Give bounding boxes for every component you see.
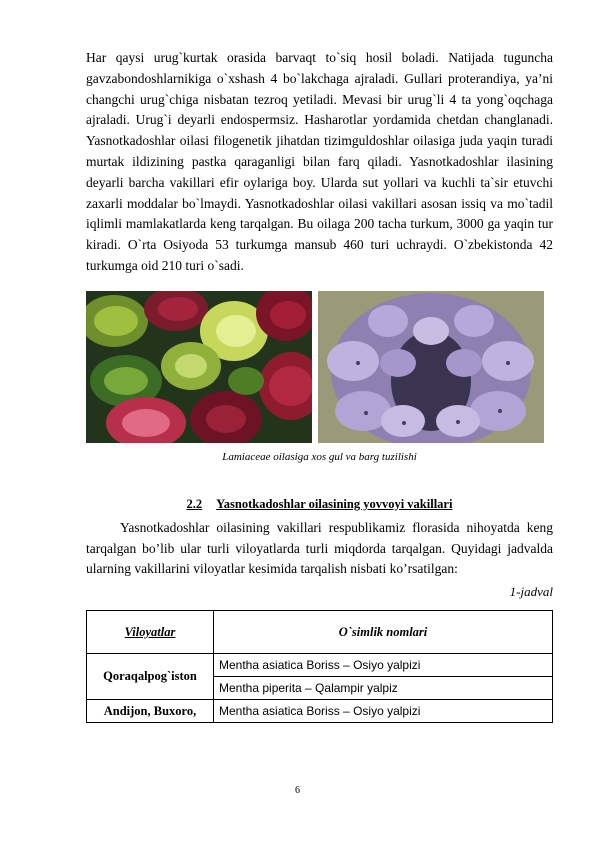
- page-number: 6: [295, 785, 300, 796]
- plant-cell: Mentha asiatica Boriss – Osiyo yalpizi: [214, 654, 553, 677]
- regions-table: [86, 610, 553, 723]
- lavender-flower-image: [318, 291, 544, 443]
- lamiaceae-flower-photo: [318, 291, 544, 443]
- section-heading: [86, 497, 553, 512]
- region-cell: Qoraqalpog`iston: [87, 654, 214, 700]
- region-cell: Andijon, Buxoro,: [87, 700, 214, 723]
- figure: [86, 291, 553, 443]
- table-header-row: [87, 611, 553, 654]
- table-row: [87, 654, 553, 677]
- document-page: [86, 48, 553, 723]
- header-regions: Viloyatlar: [87, 611, 214, 654]
- header-plant-names: O`simlik nomlari: [214, 611, 553, 654]
- coleus-leaves-photo: [86, 291, 312, 443]
- plant-cell: Mentha piperita – Qalampir yalpiz: [214, 677, 553, 700]
- figure-caption: Lamiaceae oilasiga xos gul va barg tuzilishi: [222, 450, 417, 463]
- plant-cell: Mentha asiatica Boriss – Osiyo yalpizi: [214, 700, 553, 723]
- section-title: Yasnotkadoshlar oilasining yovvoyi vakillari: [216, 496, 453, 511]
- table-reference: 1-jadval: [509, 584, 553, 600]
- table-row: [87, 700, 553, 723]
- intro-paragraph: Har qaysi urug`kurtak orasida barvaqt to`siq hosil boladi. Natijada tuguncha gavzabondoshlarnikiga o`xshash 4 bo`lakchaga ajraladi. Gullari proterandiya, ya’ni changchi urug`chiga nisbatan tezroq yetiladi. Mevasi bir urug`li 4 ta yong`oqchaga ajraladi. Urug`i deyarli endospermsiz. Hasharotlar yordamida chetdan changlanadi. Yasnotkadoshlar oilasi filogenetik jihatdan tizimguldoshlar oilasiga juda yaqin turadi murtak ildizining pastka qaraganligi bilan farq qiladi. Yasnotkadoshlar ilasining deyarli barcha vakillari efir oylariga boy. Ularda sut yollari va kuchli ta`sir etuvchi zaxarli moddalar bo`lmaydi. Yasnotkadoshlar oilasi vakillari asosan issiq va mo`tadil iqlimli mamlakatlarda keng tarqalgan. Bu oilaga 200 tacha turkum, 3000 ga yaqin tur kiradi. O`rta Osiyoda 53 turkumga mansub 460 turi uchraydi. O`zbekistonda 42 turkumga oid 210 turi o`sadi.: [86, 50, 553, 273]
- coleus-leaves-image: [86, 291, 312, 443]
- section-number: 2.2: [186, 496, 203, 511]
- section-paragraph: Yasnotkadoshlar oilasining vakillari respublikamiz florasida nihoyatda keng tarqalgan bo’lib ular turli viloyatlarda turli miqdorda tarqalgan. Quyidagi jadvalda ularning vakillarini viloyatlar kesimida tarqalish nisbati ko’rsatilgan:: [86, 519, 553, 577]
